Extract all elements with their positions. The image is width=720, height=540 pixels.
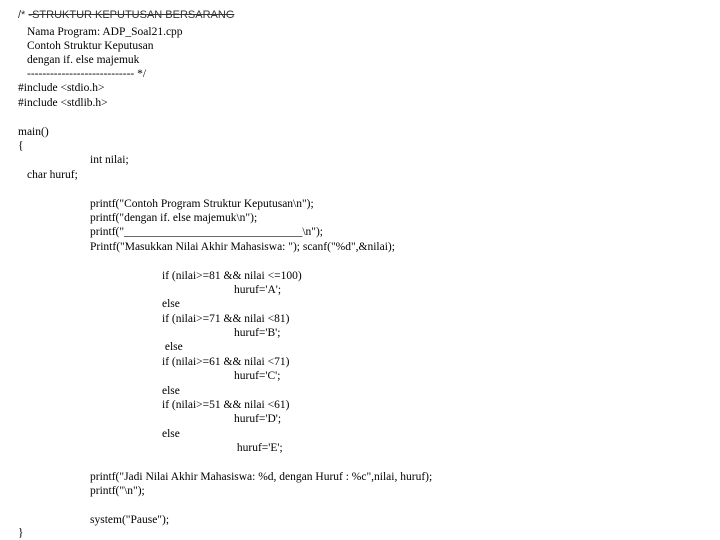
header-title: -STRUKTUR KEPUTUSAN BERSARANG bbox=[28, 9, 235, 21]
assign-b: huruf='B'; bbox=[234, 327, 281, 339]
assign-a: huruf='A'; bbox=[234, 284, 282, 296]
comment-desc-2: dengan if. else majemuk bbox=[27, 54, 140, 66]
decl-char: char huruf; bbox=[27, 169, 78, 181]
comment-close: ---------------------------- */ bbox=[27, 68, 147, 80]
else-line-4: else bbox=[162, 428, 180, 440]
include-stdlib: #include <stdlib.h> bbox=[18, 97, 108, 109]
printf-line-6: printf("\n"); bbox=[90, 485, 145, 497]
system-call: system("Pause"); bbox=[90, 514, 170, 526]
assign-d: huruf='D'; bbox=[234, 413, 282, 425]
else-line-1: else bbox=[162, 298, 180, 310]
assign-e: huruf='E'; bbox=[234, 442, 283, 454]
printf-line-4: Printf("Masukkan Nilai Akhir Mahasiswa: "); scanf("%d",&nilai); bbox=[90, 241, 395, 253]
comment-header bbox=[18, 8, 234, 22]
main-signature: main() bbox=[18, 126, 49, 138]
comment-desc-1: Contoh Struktur Keputusan bbox=[27, 40, 154, 52]
else-line-3: else bbox=[162, 385, 180, 397]
printf-line-1: printf("Contoh Program Struktur Keputusan\n"); bbox=[90, 198, 314, 210]
include-stdio: #include <stdio.h> bbox=[18, 82, 105, 94]
assign-c: huruf='C'; bbox=[234, 370, 281, 382]
decl-int: int nilai; bbox=[90, 154, 129, 166]
if-line-4: if (nilai>=51 && nilai <61) bbox=[162, 399, 290, 411]
open-brace: { bbox=[18, 140, 24, 152]
else-line-2: else bbox=[162, 341, 183, 353]
printf-line-5: printf("Jadi Nilai Akhir Mahasiswa: %d, dengan Huruf : %c",nilai, huruf); bbox=[90, 471, 433, 483]
comment-open: /* bbox=[18, 9, 29, 21]
printf-line-3: printf("_______________________________\n"); bbox=[90, 226, 323, 238]
close-brace: } bbox=[18, 527, 24, 539]
printf-line-2: printf("dengan if. else majemuk\n"); bbox=[90, 212, 258, 224]
if-line-2: if (nilai>=71 && nilai <81) bbox=[162, 313, 290, 325]
if-line-1: if (nilai>=81 && nilai <=100) bbox=[162, 270, 302, 282]
comment-program-name: Nama Program: ADP_Soal21.cpp bbox=[27, 26, 183, 38]
if-line-3: if (nilai>=61 && nilai <71) bbox=[162, 356, 290, 368]
